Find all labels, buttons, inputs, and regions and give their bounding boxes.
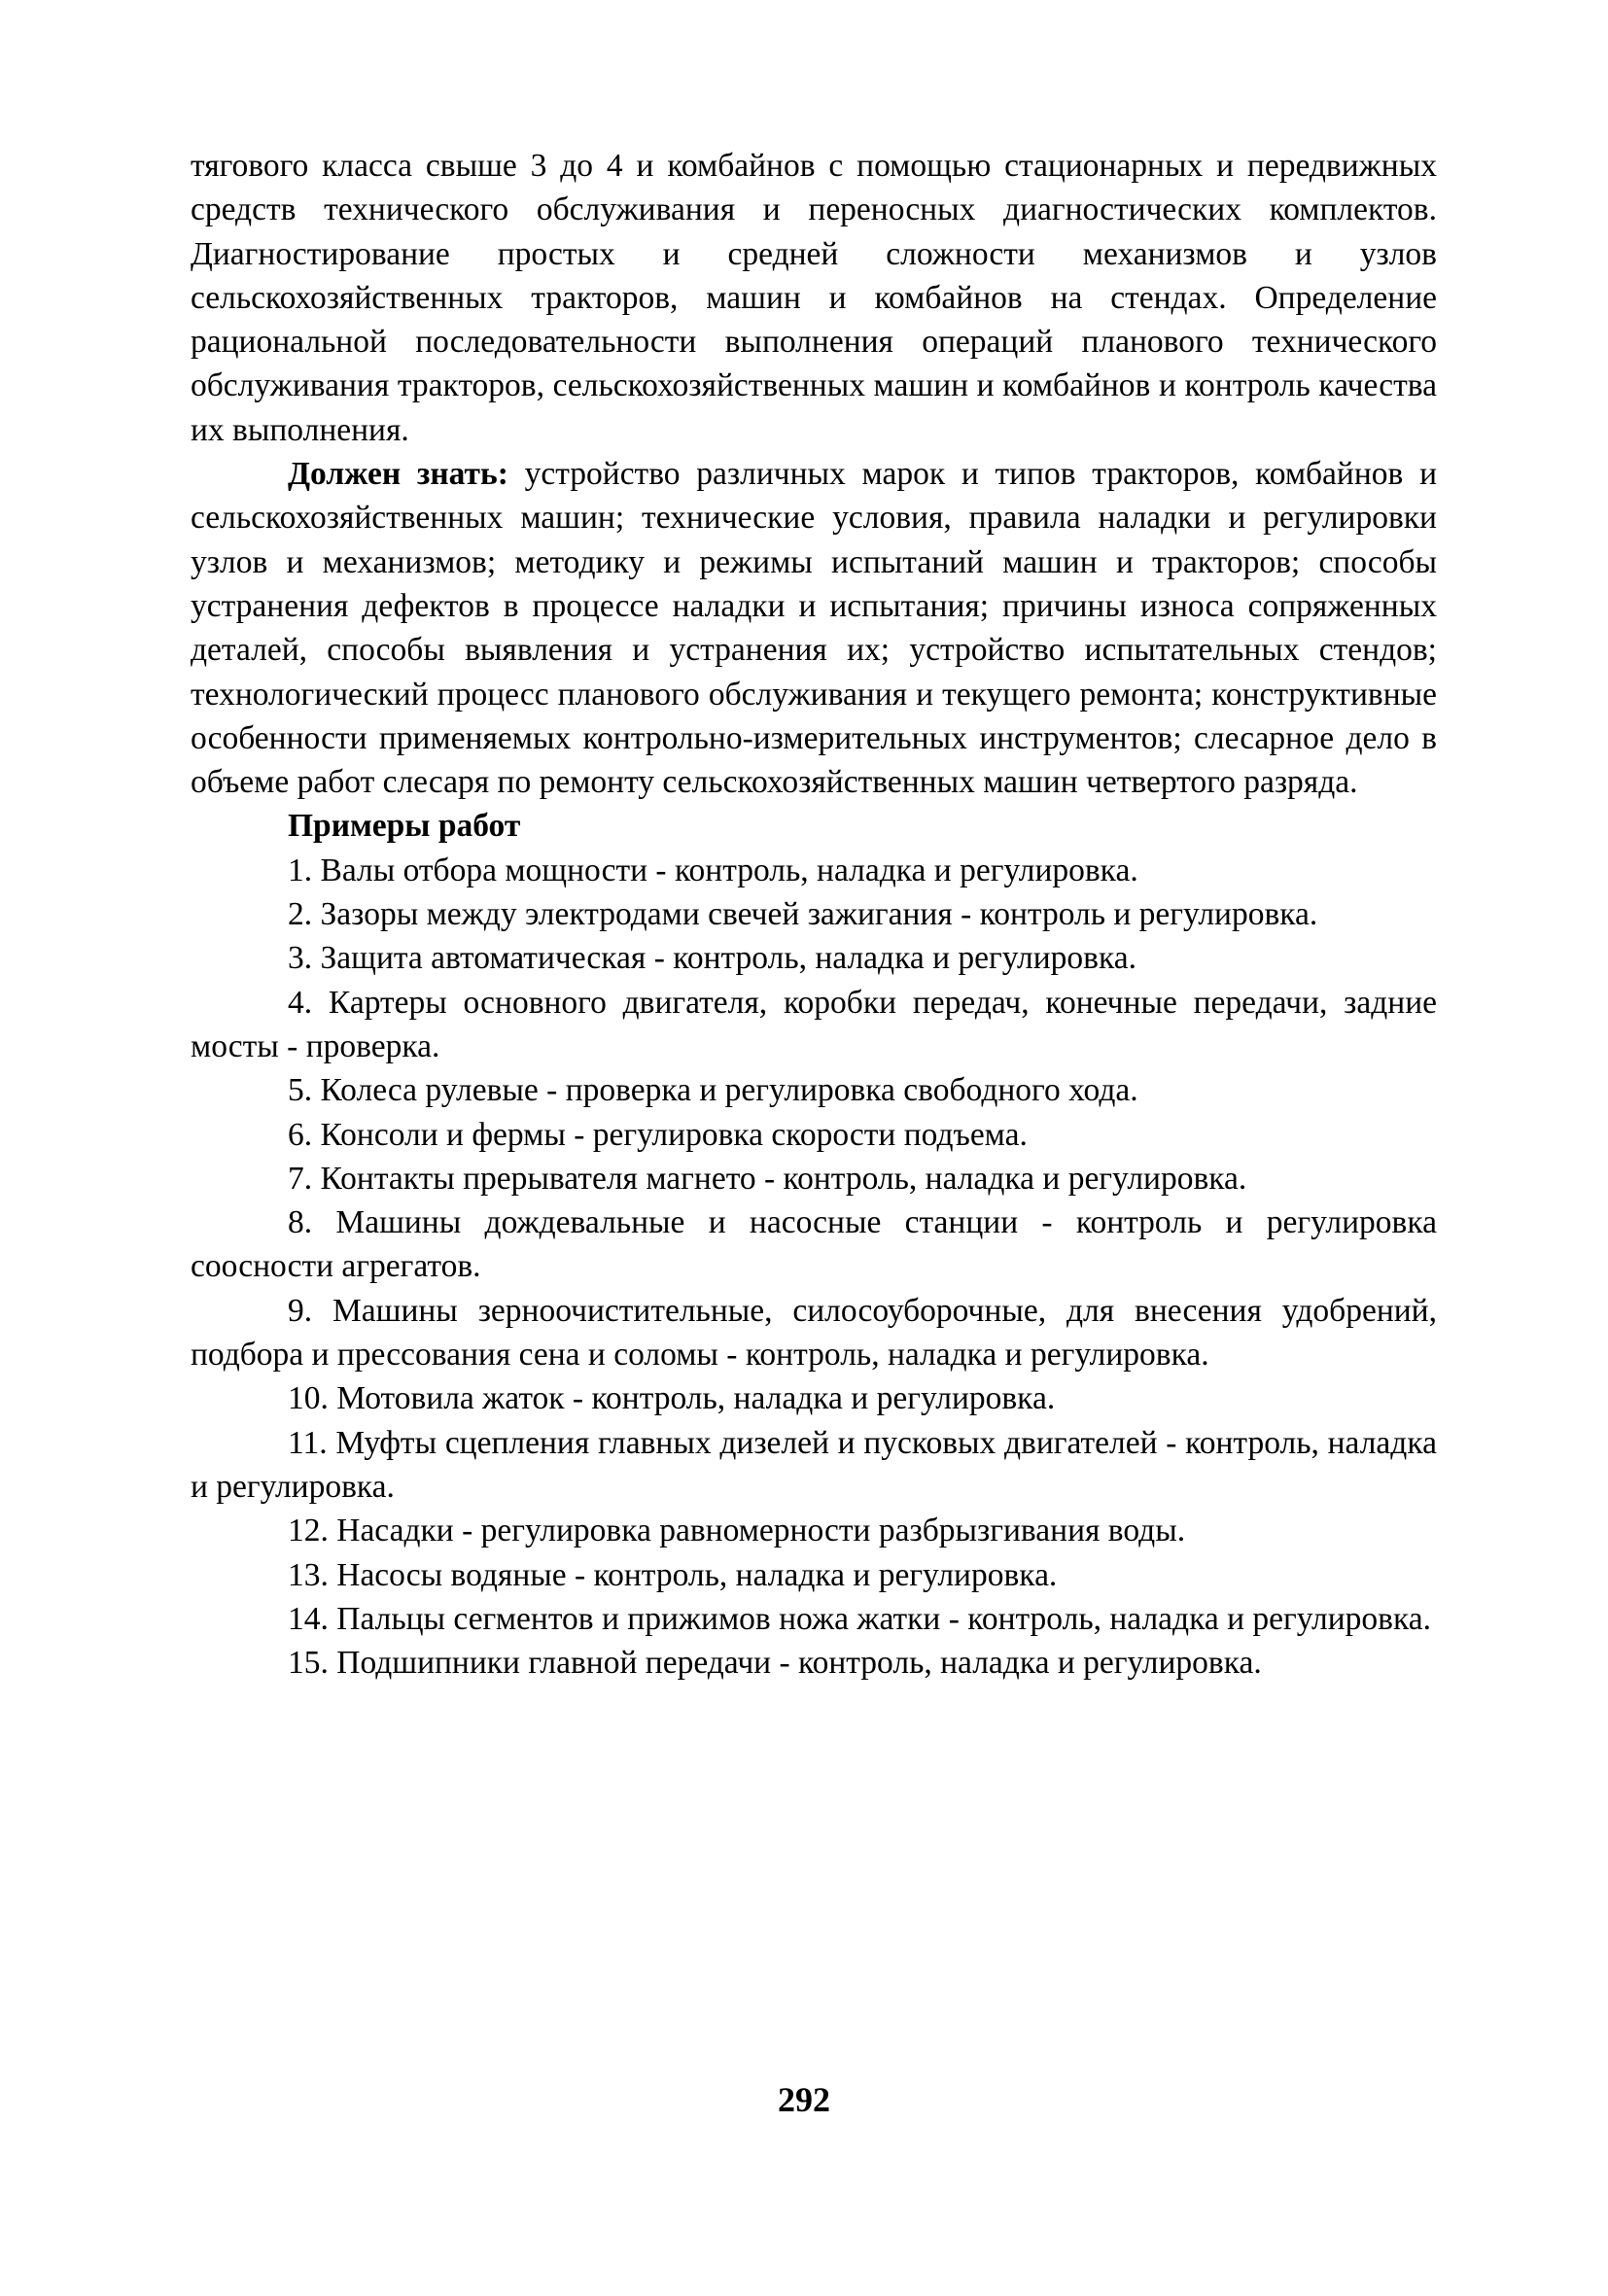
example-item-5: 5. Колеса рулевые - проверка и регулировка свободного хода.	[288, 1072, 1138, 1109]
must-know-text: устройство различных марок и типов тракторов, комбайнов и сельскохозяйственных машин; технические условия, правила наладки и регулировки узлов и механизмов; методику и режимы испытаний машин и тракторов; способы устранения дефектов в процессе наладки и испытания; причины износа сопряженных деталей, способы выявления и устранения их; устройство испытательных стендов; технологический процесс планового обслуживания и текущего ремонта; конструктивные особенности применяемых контрольно-измерительных инструментов; слесарное дело в объеме работ слесаря по ремонту сельскохозяйственных машин четвертого разряда.	[191, 456, 1437, 801]
example-item-2: 2. Зазоры между электродами свечей зажигания - контроль и регулировка.	[288, 896, 1318, 933]
example-item-8: 8. Машины дождевальные и насосные станции - контроль и регулировка соосности агрегатов.	[191, 1204, 1437, 1285]
must-know-label: Должен знать:	[288, 456, 508, 493]
example-item-14: 14. Пальцы сегментов и прижимов ножа жатки - контроль, наладка и регулировка.	[288, 1600, 1432, 1637]
example-item-6: 6. Консоли и фермы - регулировка скорости подъема.	[288, 1116, 1028, 1153]
example-item-13: 13. Насосы водяные - контроль, наладка и регулировка.	[288, 1556, 1058, 1593]
example-item-9: 9. Машины зерноочистительные, силосоуборочные, для внесения удобрений, подбора и прессования сена и соломы - контроль, наладка и регулировка.	[191, 1292, 1437, 1374]
example-item-10: 10. Мотовила жаток - контроль, наладка и регулировка.	[288, 1380, 1056, 1417]
page-body	[191, 144, 1437, 1685]
example-item-3: 3. Защита автоматическая - контроль, наладка и регулировка.	[288, 940, 1136, 977]
intro-paragraph: тягового класса свыше 3 до 4 и комбайнов с помощью стационарных и передвижных средств технического обслуживания и переносных диагностических комплектов. Диагностирование простых и средней сложности механизмов и узлов сельскохозяйственных тракторов, машин и комбайнов на стендах. Определение рациональной последовательности выполнения операций планового технического обслуживания тракторов, сельскохозяйственных машин и комбайнов и контроль качества их выполнения.	[191, 148, 1437, 448]
example-item-1: 1. Валы отбора мощности - контроль, наладка и регулировка.	[288, 852, 1138, 888]
must-know-paragraph	[191, 452, 1437, 804]
example-item-11: 11. Муфты сцепления главных дизелей и пусковых двигателей - контроль, наладка и регулировка.	[191, 1424, 1437, 1505]
example-item-4: 4. Картеры основного двигателя, коробки передач, конечные передачи, задние мосты - проверка.	[191, 984, 1437, 1064]
examples-heading: Примеры работ	[288, 808, 521, 845]
page-number: 292	[778, 2080, 830, 2119]
example-item-15: 15. Подшипники главной передачи - контроль, наладка и регулировка.	[288, 1645, 1262, 1682]
example-item-12: 12. Насадки - регулировка равномерности разбрызгивания воды.	[288, 1513, 1186, 1549]
example-item-7: 7. Контакты прерывателя магнето - контроль, наладка и регулировка.	[288, 1160, 1247, 1197]
